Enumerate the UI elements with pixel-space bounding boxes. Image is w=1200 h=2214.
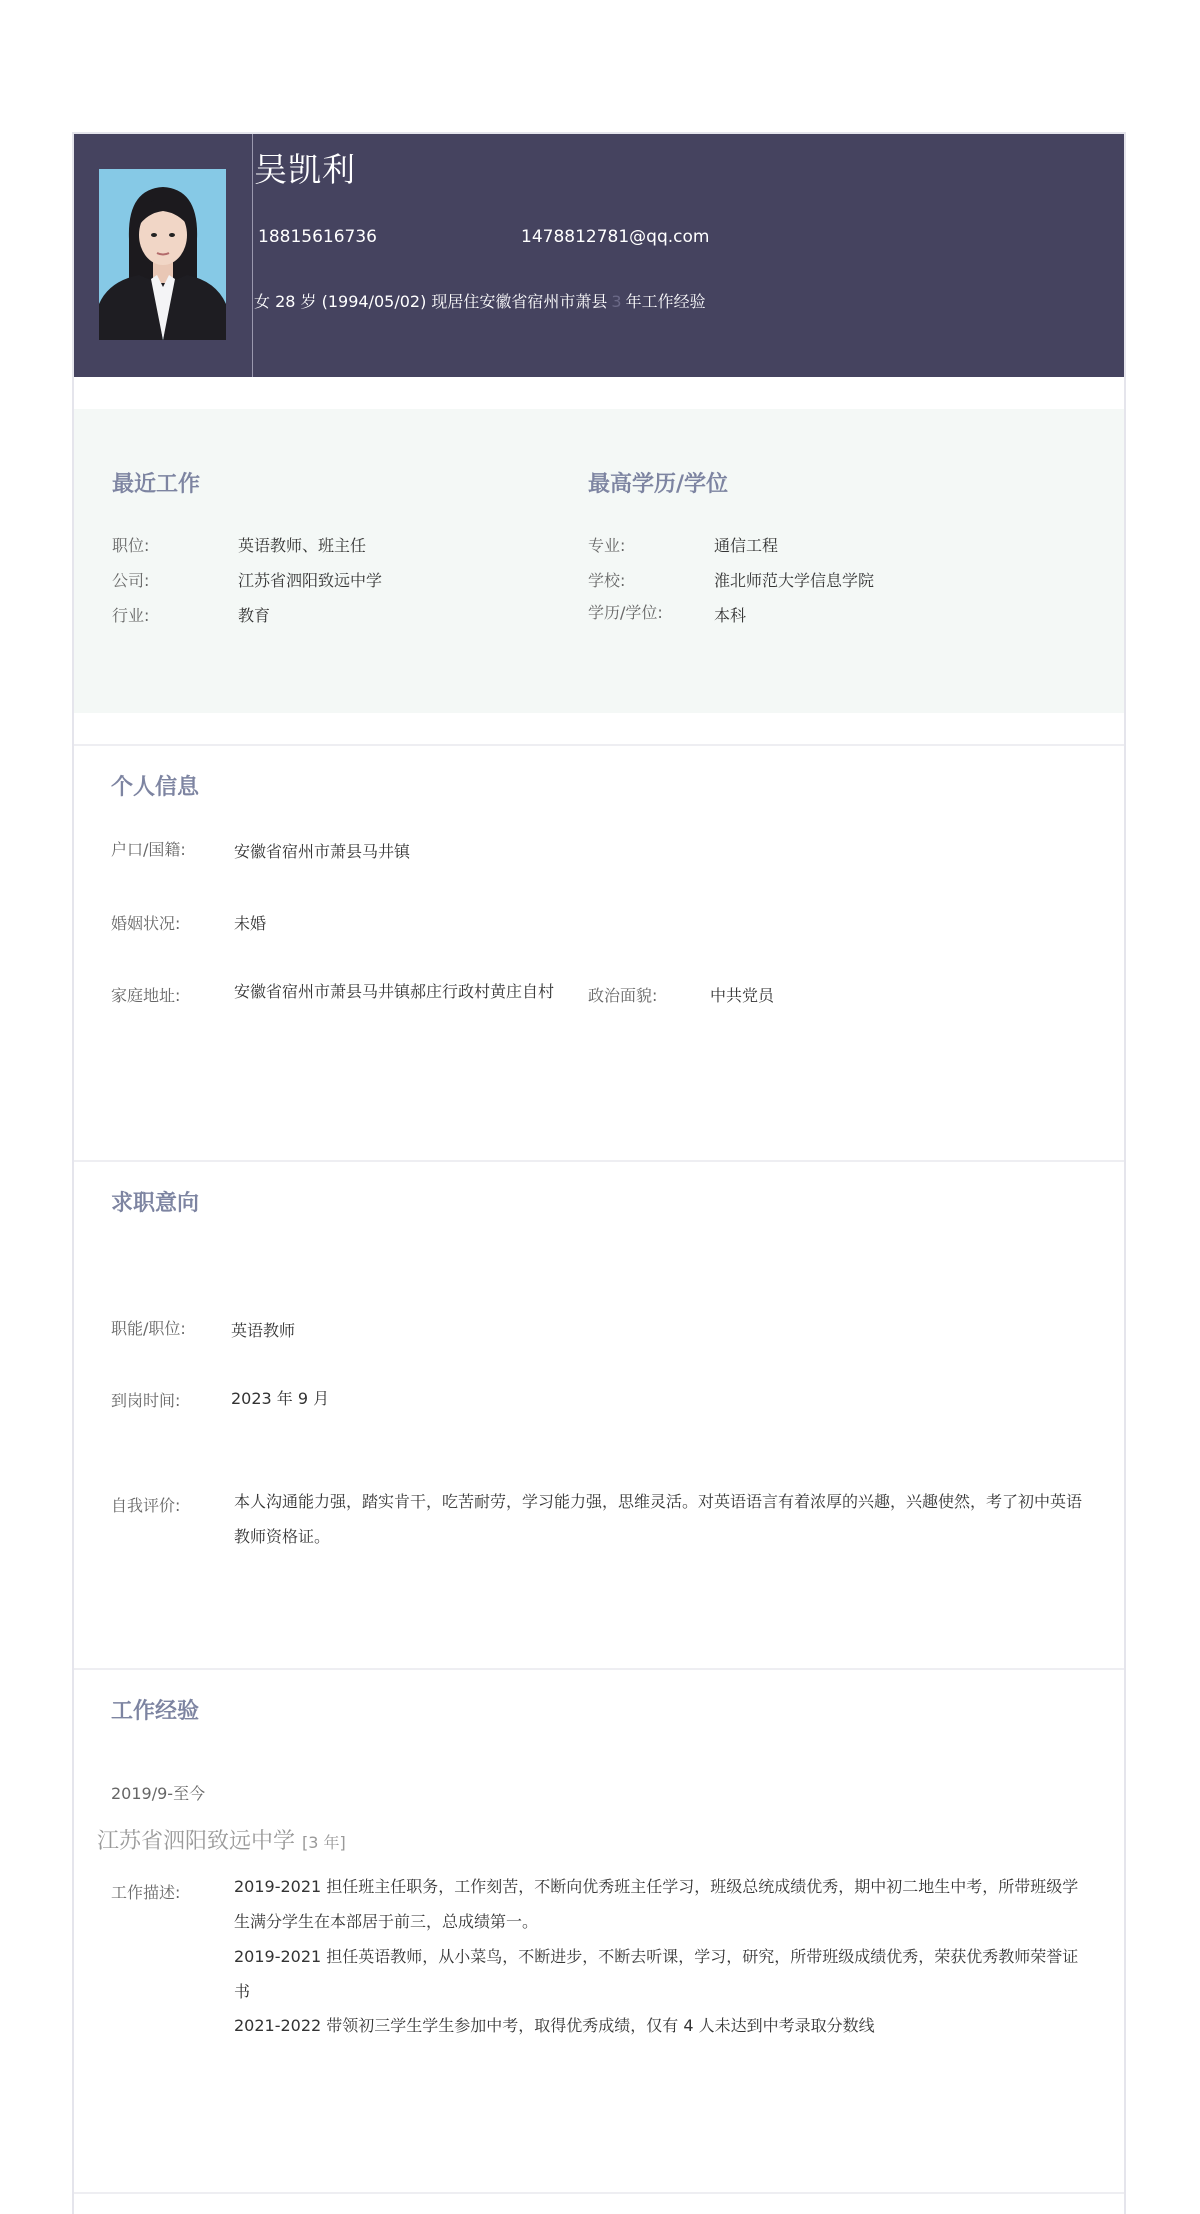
recent-company-row bbox=[112, 568, 382, 591]
education-school-value: 淮北师范大学信息学院 bbox=[714, 571, 875, 590]
basic-info bbox=[254, 289, 706, 312]
address-label: 家庭地址: bbox=[111, 986, 181, 1005]
self-eval-label: 自我评价: bbox=[111, 1496, 181, 1515]
education-degree-value: 本科 bbox=[714, 606, 747, 625]
recent-work-title: 最近工作 bbox=[112, 472, 201, 497]
job-function-value: 英语教师 bbox=[231, 1321, 296, 1340]
job-function-label: 职能/职位: bbox=[111, 1319, 186, 1338]
education-major-value: 通信工程 bbox=[714, 536, 779, 555]
job-duration: [3 年] bbox=[302, 1833, 346, 1852]
section-divider bbox=[74, 2192, 1124, 2194]
education-title: 最高学历/学位 bbox=[588, 472, 729, 497]
experience-suffix: 年工作经验 bbox=[625, 292, 706, 311]
arrival-time-value: 2023 年 9 月 bbox=[231, 1389, 330, 1408]
recent-company-value: 江苏省泗阳致远中学 bbox=[238, 571, 383, 590]
job-desc-line: 2019-2021 担任英语教师，从小菜鸟，不断进步，不断去听课，学习，研究，所带班级成绩优秀，荣获优秀教师荣誉证书 bbox=[234, 1947, 1079, 2001]
political-value: 中共党员 bbox=[710, 986, 775, 1005]
education-degree-label: 学历/学位: bbox=[588, 603, 663, 622]
summary-band bbox=[74, 409, 1124, 713]
job-company-name: 江苏省泗阳致远中学 bbox=[97, 1829, 296, 1854]
candidate-name: 吴凯利 bbox=[254, 150, 356, 189]
section-divider bbox=[74, 1668, 1124, 1670]
arrival-time-label: 到岗时间: bbox=[111, 1391, 181, 1410]
resume-sheet bbox=[72, 132, 1126, 2214]
marital-label: 婚姻状况: bbox=[111, 914, 181, 933]
recent-industry-label: 行业: bbox=[112, 606, 150, 625]
education-school-label: 学校: bbox=[588, 571, 626, 590]
education-major-row bbox=[588, 533, 778, 556]
job-desc-line: 2021-2022 带领初三学生学生参加中考，取得优秀成绩，仅有 4 人未达到中考录取分数线 bbox=[234, 2016, 875, 2035]
recent-position-row bbox=[112, 533, 366, 556]
job-intention-title: 求职意向 bbox=[111, 1191, 200, 1216]
address-value: 安徽省宿州市萧县马井镇郝庄行政村黄庄自村 bbox=[234, 982, 555, 1001]
marital-value: 未婚 bbox=[234, 914, 267, 933]
recent-industry-row bbox=[112, 603, 270, 626]
work-experience-title: 工作经验 bbox=[111, 1699, 200, 1724]
header-divider bbox=[252, 134, 253, 377]
section-divider bbox=[74, 744, 1124, 746]
hukou-label: 户口/国籍: bbox=[111, 840, 186, 859]
education-major-label: 专业: bbox=[588, 536, 626, 555]
political-label: 政治面貌: bbox=[588, 986, 658, 1005]
self-eval-value: 本人沟通能力强，踏实肯干，吃苦耐劳，学习能力强，思维灵活。对英语语言有着浓厚的兴趣，兴趣使然，考了初中英语教师资格证。 bbox=[234, 1492, 1083, 1546]
profile-photo bbox=[99, 169, 226, 340]
education-degree-row bbox=[588, 600, 746, 623]
hukou-value: 安徽省宿州市萧县马井镇 bbox=[234, 842, 411, 861]
job-date: 2019/9-至今 bbox=[111, 1784, 206, 1803]
personal-info-title: 个人信息 bbox=[111, 775, 200, 800]
phone-number: 18815616736 bbox=[258, 227, 377, 247]
recent-position-value: 英语教师、班主任 bbox=[238, 536, 367, 555]
basic-info-text: 女 28 岁 (1994/05/02) 现居住安徽省宿州市萧县 bbox=[254, 292, 608, 311]
section-divider bbox=[74, 1160, 1124, 1162]
education-school-row bbox=[588, 568, 874, 591]
recent-industry-value: 教育 bbox=[238, 606, 271, 625]
job-company bbox=[97, 1824, 346, 1855]
resume-header bbox=[74, 134, 1124, 377]
email-address: 1478812781@qq.com bbox=[521, 227, 710, 247]
recent-position-label: 职位: bbox=[112, 536, 150, 555]
job-desc-label: 工作描述: bbox=[111, 1883, 181, 1902]
recent-company-label: 公司: bbox=[112, 571, 150, 590]
experience-years: 3 bbox=[611, 292, 622, 311]
job-desc-line: 2019-2021 担任班主任职务，工作刻苦，不断向优秀班主任学习，班级总统成绩优秀，期中初二地生中考，所带班级学生满分学生在本部居于前三，总成绩第一。 bbox=[234, 1877, 1079, 1931]
